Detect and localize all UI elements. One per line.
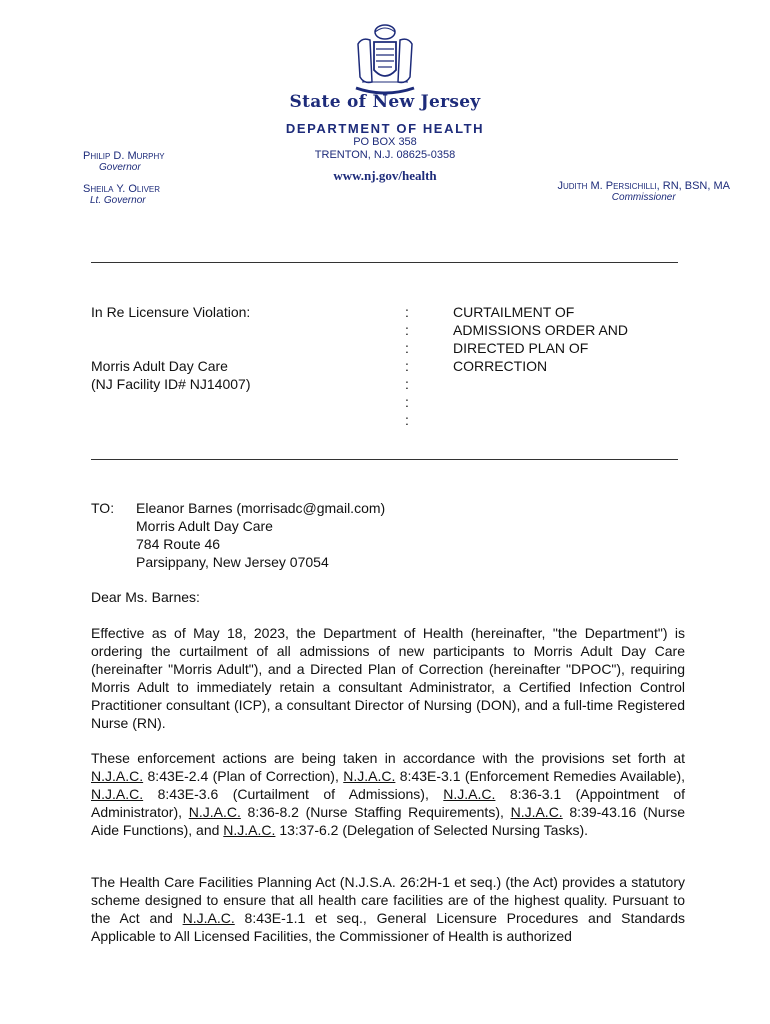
governor-block	[83, 150, 165, 173]
governor-title: Governor	[99, 162, 141, 173]
citation-njac: N.J.A.C.	[343, 768, 396, 784]
lt-governor-block	[83, 183, 160, 206]
commissioner-title: Commissioner	[611, 192, 676, 203]
recipient-name-email: Eleanor Barnes (morrisadc@gmail.com)	[136, 500, 386, 516]
website-link[interactable]: www.nj.gov/health	[333, 168, 437, 183]
citation-njac: N.J.A.C.	[91, 786, 144, 802]
commissioner-name: Judith M. Persichilli, RN, BSN, MA	[557, 180, 730, 192]
governor-name: Philip D. Murphy	[83, 150, 165, 162]
citation-njac: N.J.A.C.	[510, 804, 563, 820]
divider-top	[91, 262, 678, 263]
commissioner-block	[557, 180, 730, 203]
citation-njac: N.J.A.C.	[443, 786, 496, 802]
paragraph-3: The Health Care Facilities Planning Act (N.J.S.A. 26:2H-1 et seq.) (the Act) provides a statutory scheme designed to ensure that all health care facilities are of the highest quality. Pursuant to the Act and N.J.A.C. 8:43E-1.1 et seq., General Licensure Procedures and Standards Applicable to All Licensed Facilities, the Commissioner of Health is authorized	[91, 874, 686, 944]
po-box: PO BOX 358	[353, 136, 417, 148]
citation-njac: N.J.A.C.	[223, 822, 276, 838]
lt-governor-name: Sheila Y. Oliver	[83, 183, 161, 195]
order-title: CURTAILMENT OF ADMISSIONS ORDER AND DIRECTED PLAN OF CORRECTION	[453, 304, 629, 374]
recipient-street: 784 Route 46	[136, 536, 221, 552]
facility-id: (NJ Facility ID# NJ14007)	[91, 376, 251, 392]
re-licensure-line: In Re Licensure Violation:	[91, 304, 251, 320]
state-name: State of New Jersey	[289, 92, 481, 112]
to-label: TO:	[91, 500, 115, 516]
paragraph-1: Effective as of May 18, 2023, the Department of Health (hereinafter, "the Department") is ordering the curtailment of all admissions of new participants to Morris Adult Day Care (hereinafter "Morris Adult"), and a Directed Plan of Correction (hereinafter "DPOC"), requiring Morris Adult to immediately retain a consultant Administrator, a Certified Infection Control Practitioner consultant (ICP), a consultant Director of Nursing (DON), and a full-time Registered Nurse (RN).	[91, 625, 685, 731]
lt-governor-title: Lt. Governor	[90, 195, 146, 206]
citation-njac: N.J.A.C.	[188, 804, 241, 820]
state-seal-icon	[352, 22, 418, 100]
recipient-city: Parsippany, New Jersey 07054	[136, 554, 329, 570]
citation-njac: N.J.A.C.	[182, 910, 235, 926]
recipient-block	[136, 499, 385, 571]
department-name: DEPARTMENT OF HEALTH	[285, 121, 485, 136]
citation-njac: N.J.A.C.	[91, 768, 144, 784]
caption-colons: : : : : : : :	[405, 304, 409, 428]
paragraph-2: These enforcement actions are being taken in accordance with the provisions set forth at N.J.A.C. 8:43E-2.4 (Plan of Correction), N.J.A.C. 8:43E-3.1 (Enforcement Remedies Available), N.J.A.C. 8:43E-3.6 (Curtailment of Admissions), N.J.A.C. 8:36-3.1 (Appointment of Administrator), N.J.A.C. 8:36-8.2 (Nurse Staffing Requirements), N.J.A.C. 8:39-43.16 (Nurse Aide Functions), and N.J.A.C. 13:37-6.2 (Delegation of Selected Nursing Tasks).	[91, 750, 686, 838]
facility-name: Morris Adult Day Care	[91, 358, 228, 374]
recipient-facility: Morris Adult Day Care	[136, 518, 273, 534]
city-address: TRENTON, N.J. 08625-0358	[314, 149, 456, 161]
salutation: Dear Ms. Barnes:	[91, 589, 200, 605]
divider-bottom	[91, 459, 678, 460]
